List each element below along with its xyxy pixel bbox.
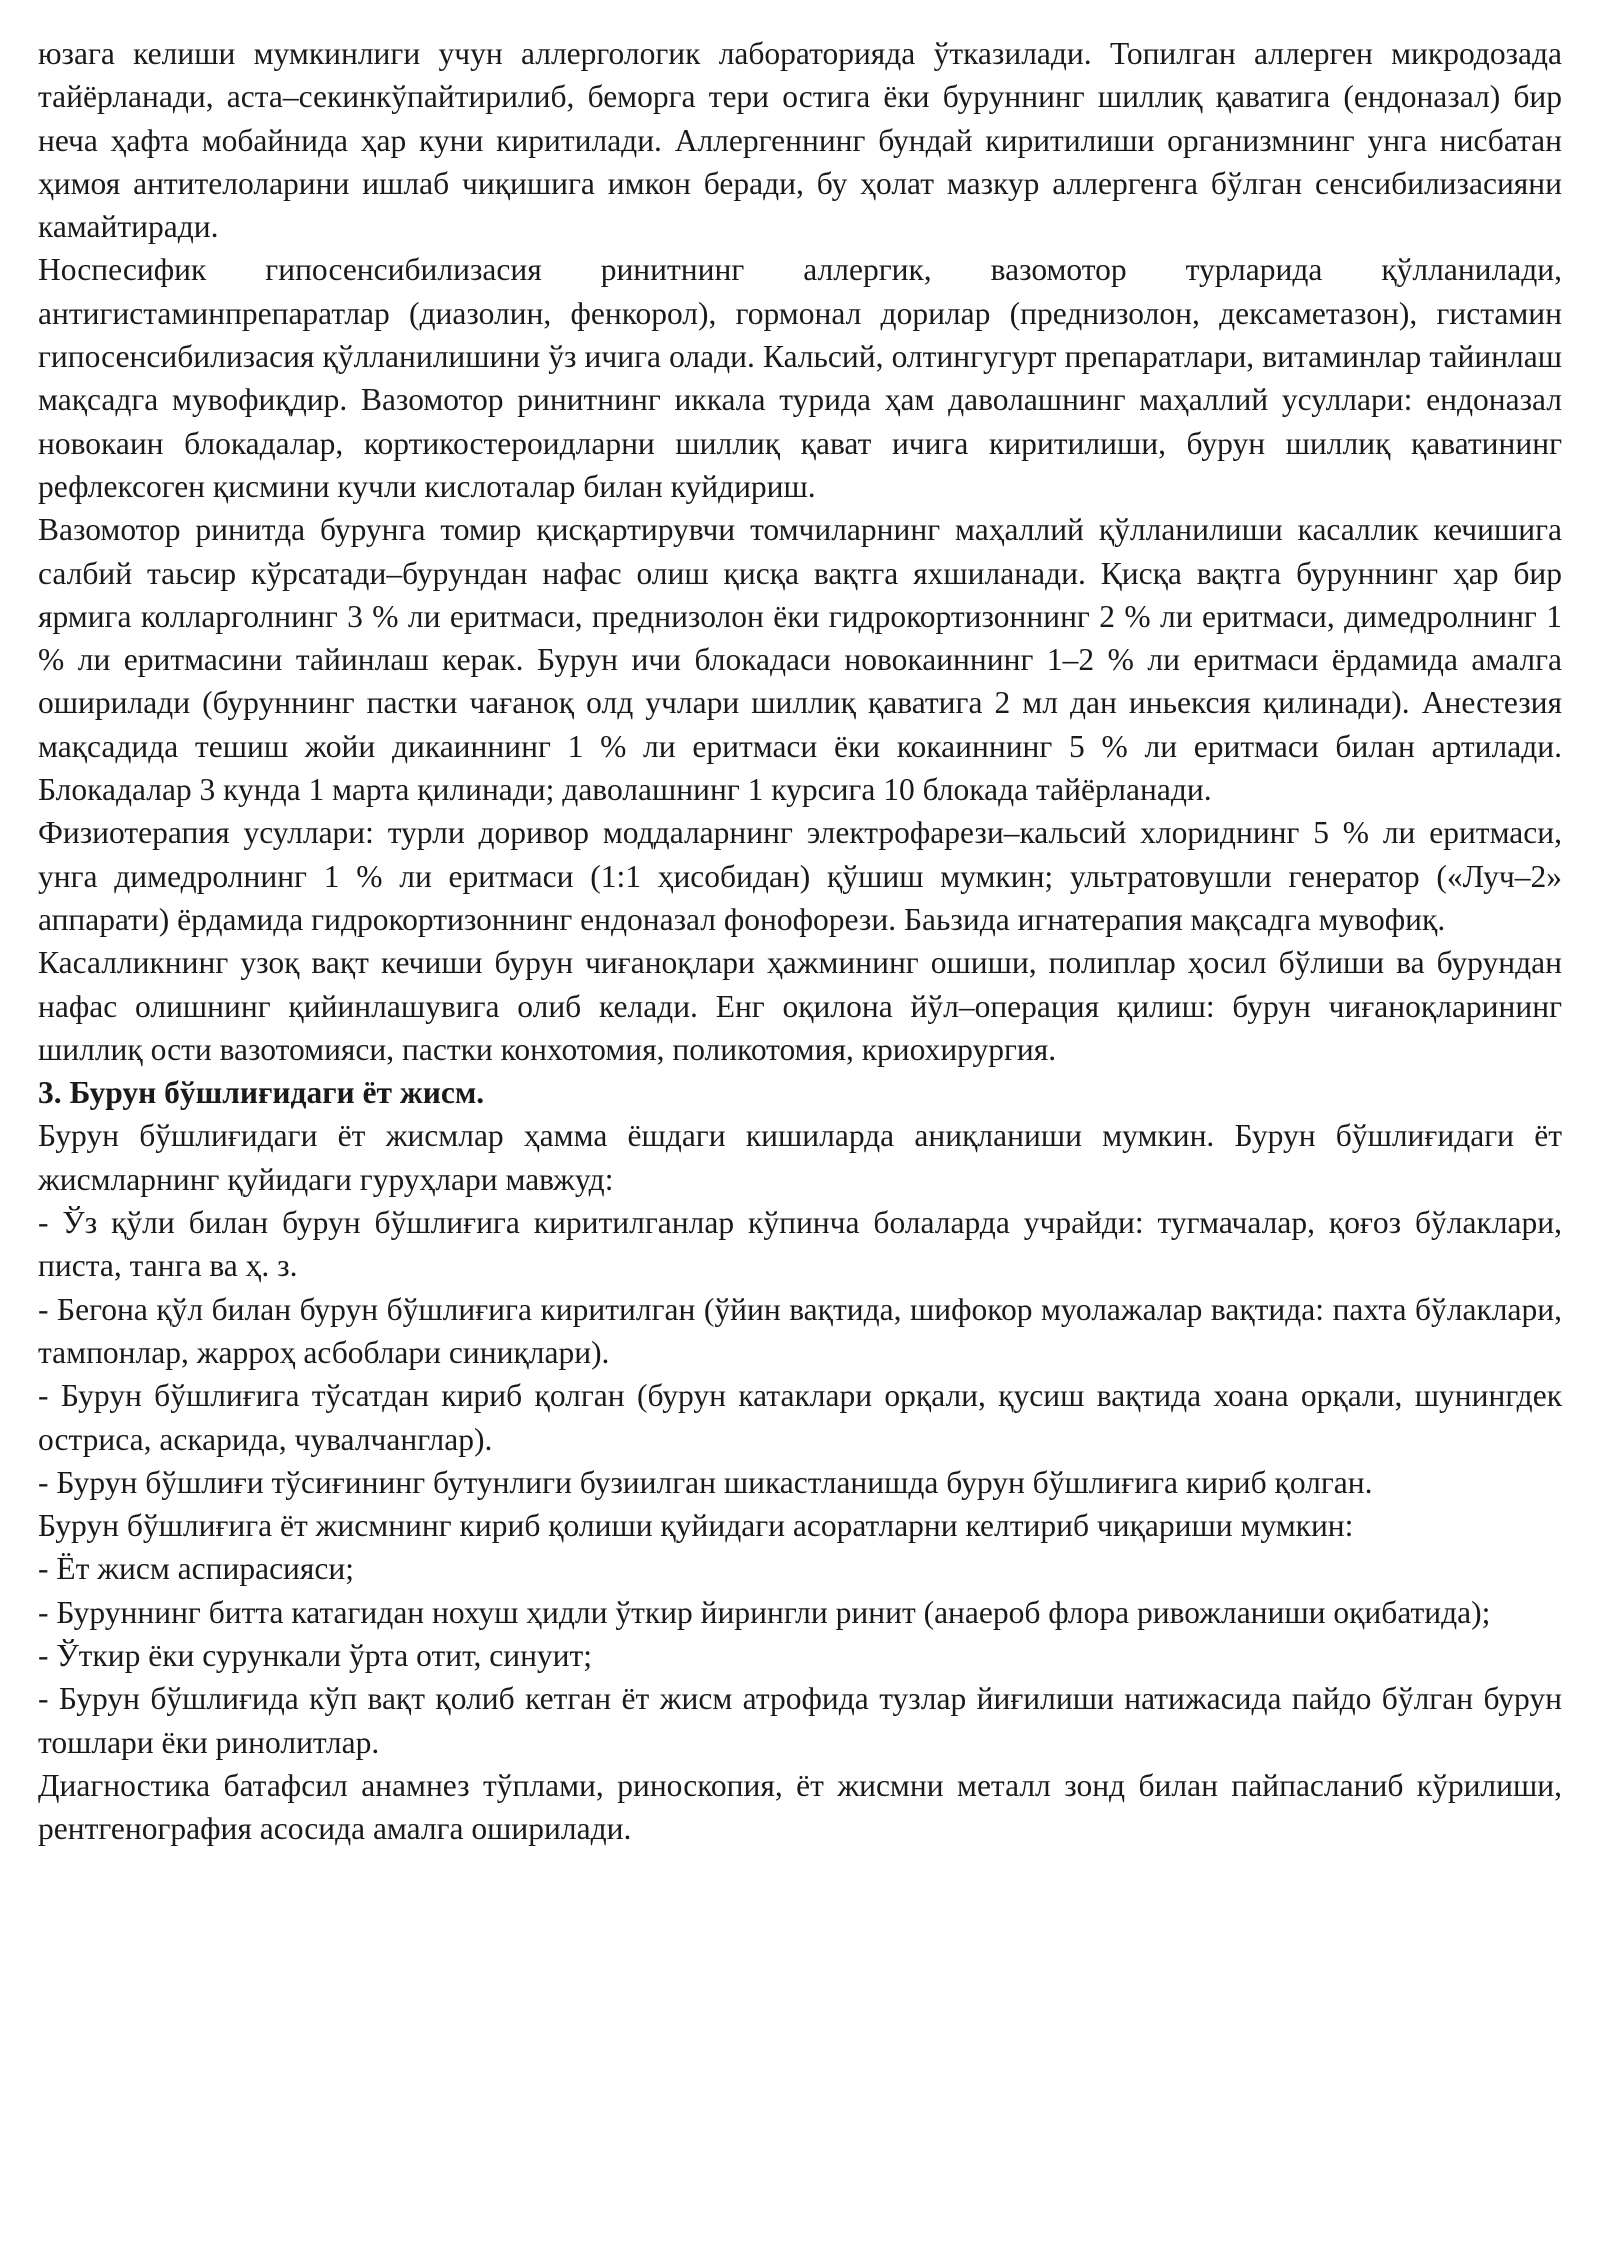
paragraph-vasomotor-rhinitis-treatment: Вазомотор ринитда бурунга томир қисқартирувчи томчиларнинг маҳаллий қўлланилиши касаллик кечишига салбий таьсир кўрсатади–бурундан нафас олиш қисқа вақтга яхшиланади. Қисқа вақтга буруннинг ҳар бир ярмига колларголнинг 3 % ли еритмаси, преднизолон ёки гидрокортизоннинг 2 % ли еритмаси, димедролнинг 1 % ли еритмасини тайинлаш керак. Бурун ичи блокадаси новокаиннинг 1–2 % ли еритмаси ёрдамида амалга оширилади (буруннинг пастки чағаноқ олд учлари шиллиқ қаватига 2 мл дан иньексия қилинади). Анестезия мақсадида тешиш жойи дикаиннинг 1 % ли еритмаси ёки кокаиннинг 5 % ли еритмаси билан артилади. Блокадалар 3 кунда 1 марта қилинади; даволашнинг 1 курсига 10 блокада тайёрланади. (38, 512, 1562, 808)
list-item-accidental-entry: - Бурун бўшлиғига тўсатдан кириб қолган (бурун катаклари орқали, қусиш вақтида хоана орқали, шунингдек остриса, аскарида, чувалчанглар). (38, 1378, 1562, 1457)
list-item-self-inserted: - Ўз қўли билан бурун бўшлиғига киритилганлар кўпинча болаларда учрайди: тугмачалар, қоғоз бўлаклари, писта, танга ва ҳ. з. (38, 1205, 1562, 1284)
paragraph-physiotherapy: Физиотерапия усуллари: турли доривор моддаларнинг электрофарези–кальсий хлориднинг 5 % ли еритмаси, унга димедролнинг 1 % ли еритмаси (1:1 ҳисобидан) қўшиш мумкин; ультратовушли генератор («Луч–2» аппарати) ёрдамида гидрокортизоннинг ендоназал фонофорези. Баьзида игнатерапия мақсадга мувофиқ. (38, 815, 1562, 937)
paragraph-nonspecific-hyposensitization: Носпесифик гипосенсибилизасия ринитнинг аллергик, вазомотор турларида қўлланилади, антигистаминпрепаратлар (диазолин, фенкорол), гормонал дорилар (преднизолон, дексаметазон), гистамин гипосенсибилизасия қўлланилишини ўз ичига олади. Кальсий, олтингугурт препаратлари, витаминлар тайинлаш мақсадга мувофиқдир. Вазомотор ринитнинг иккала турида ҳам даволашнинг маҳаллий усуллари: ендоназал новокаин блокадалар, кортикостероидларни шиллиқ қават ичига киритилиши, бурун шиллиқ қаватининг рефлексоген қисмини кучли кислоталар билан куйдириш. (38, 252, 1562, 504)
paragraph-complications-intro: Бурун бўшлиғига ёт жисмнинг кириб қолиши қуйидаги асоратларни келтириб чиқариши мумкин: (38, 1508, 1354, 1544)
list-item-otitis-sinusitis: - Ўткир ёки сурункали ўрта отит, синуит; (38, 1637, 593, 1673)
list-item-purulent-rhinitis: - Буруннинг битта катагидан нохуш ҳидли ўткир йирингли ринит (анаероб флора ривожланиши оқибатида); (38, 1594, 1491, 1630)
paragraph-allergen-desensitization: юзага келиши мумкинлиги учун аллергологик лабораторияда ўтказилади. Топилган аллерген микродозада тайёрланади, аста–секинкўпайтирилиб, беморга тери остига ёки буруннинг шиллиқ қаватига (ендоназал) бир неча ҳафта мобайнида ҳар куни киритилади. Аллергеннинг бундай киритилиши организмнинг унга нисбатан ҳимоя антителоларини ишлаб чиқишига имкон беради, бу ҳолат мазкур аллергенга бўлган сенсибилизасияни камайтиради. (38, 36, 1562, 245)
paragraph-diagnostics: Диагностика батафсил анамнез тўплами, риноскопия, ёт жисмни металл зонд билан пайпасланиб кўрилиши, рентгенография асосида амалга оширилади. (38, 1767, 1562, 1847)
list-item-trauma-entry: - Бурун бўшлиғи тўсиғининг бутунлиги бузиилган шикастланишда бурун бўшлиғига кириб қолган. (38, 1464, 1373, 1500)
list-item-rhinoliths: - Бурун бўшлиғида кўп вақт қолиб кетган ёт жисм атрофида тузлар йиғилиши натижасида пайдо бўлган бурун тошлари ёки ринолитлар. (38, 1681, 1562, 1760)
list-item-aspiration: - Ёт жисм аспирасияси; (38, 1551, 354, 1587)
paragraph-foreign-body-intro: Бурун бўшлиғидаги ёт жисмлар ҳамма ёшдаги кишиларда аниқланиши мумкин. Бурун бўшлиғидаги ёт жисмларнинг қуйидаги гуруҳлари мавжуд: (38, 1118, 1562, 1197)
section-heading: 3. Бурун бўшлиғидаги ёт жисм. (38, 1075, 485, 1111)
list-item-inserted-by-others: - Бегона қўл билан бурун бўшлиғига киритилган (ўйин вақтида, шифокор муолажалар вақтида: пахта бўлаклари, тампонлар, жарроҳ асбоблари синиқлари). (38, 1291, 1562, 1370)
paragraph-surgery: Касалликнинг узоқ вақт кечиши бурун чиғаноқлари ҳажмининг ошиши, полиплар ҳосил бўлиши ва бурундан нафас олишнинг қийинлашувига олиб келади. Енг оқилона йўл–операция қилиш: бурун чиғаноқларининг шиллиқ ости вазотомияси, пастки конхотомия, поликотомия, криохирургия. (38, 945, 1562, 1067)
document-page (38, 32, 1562, 1850)
